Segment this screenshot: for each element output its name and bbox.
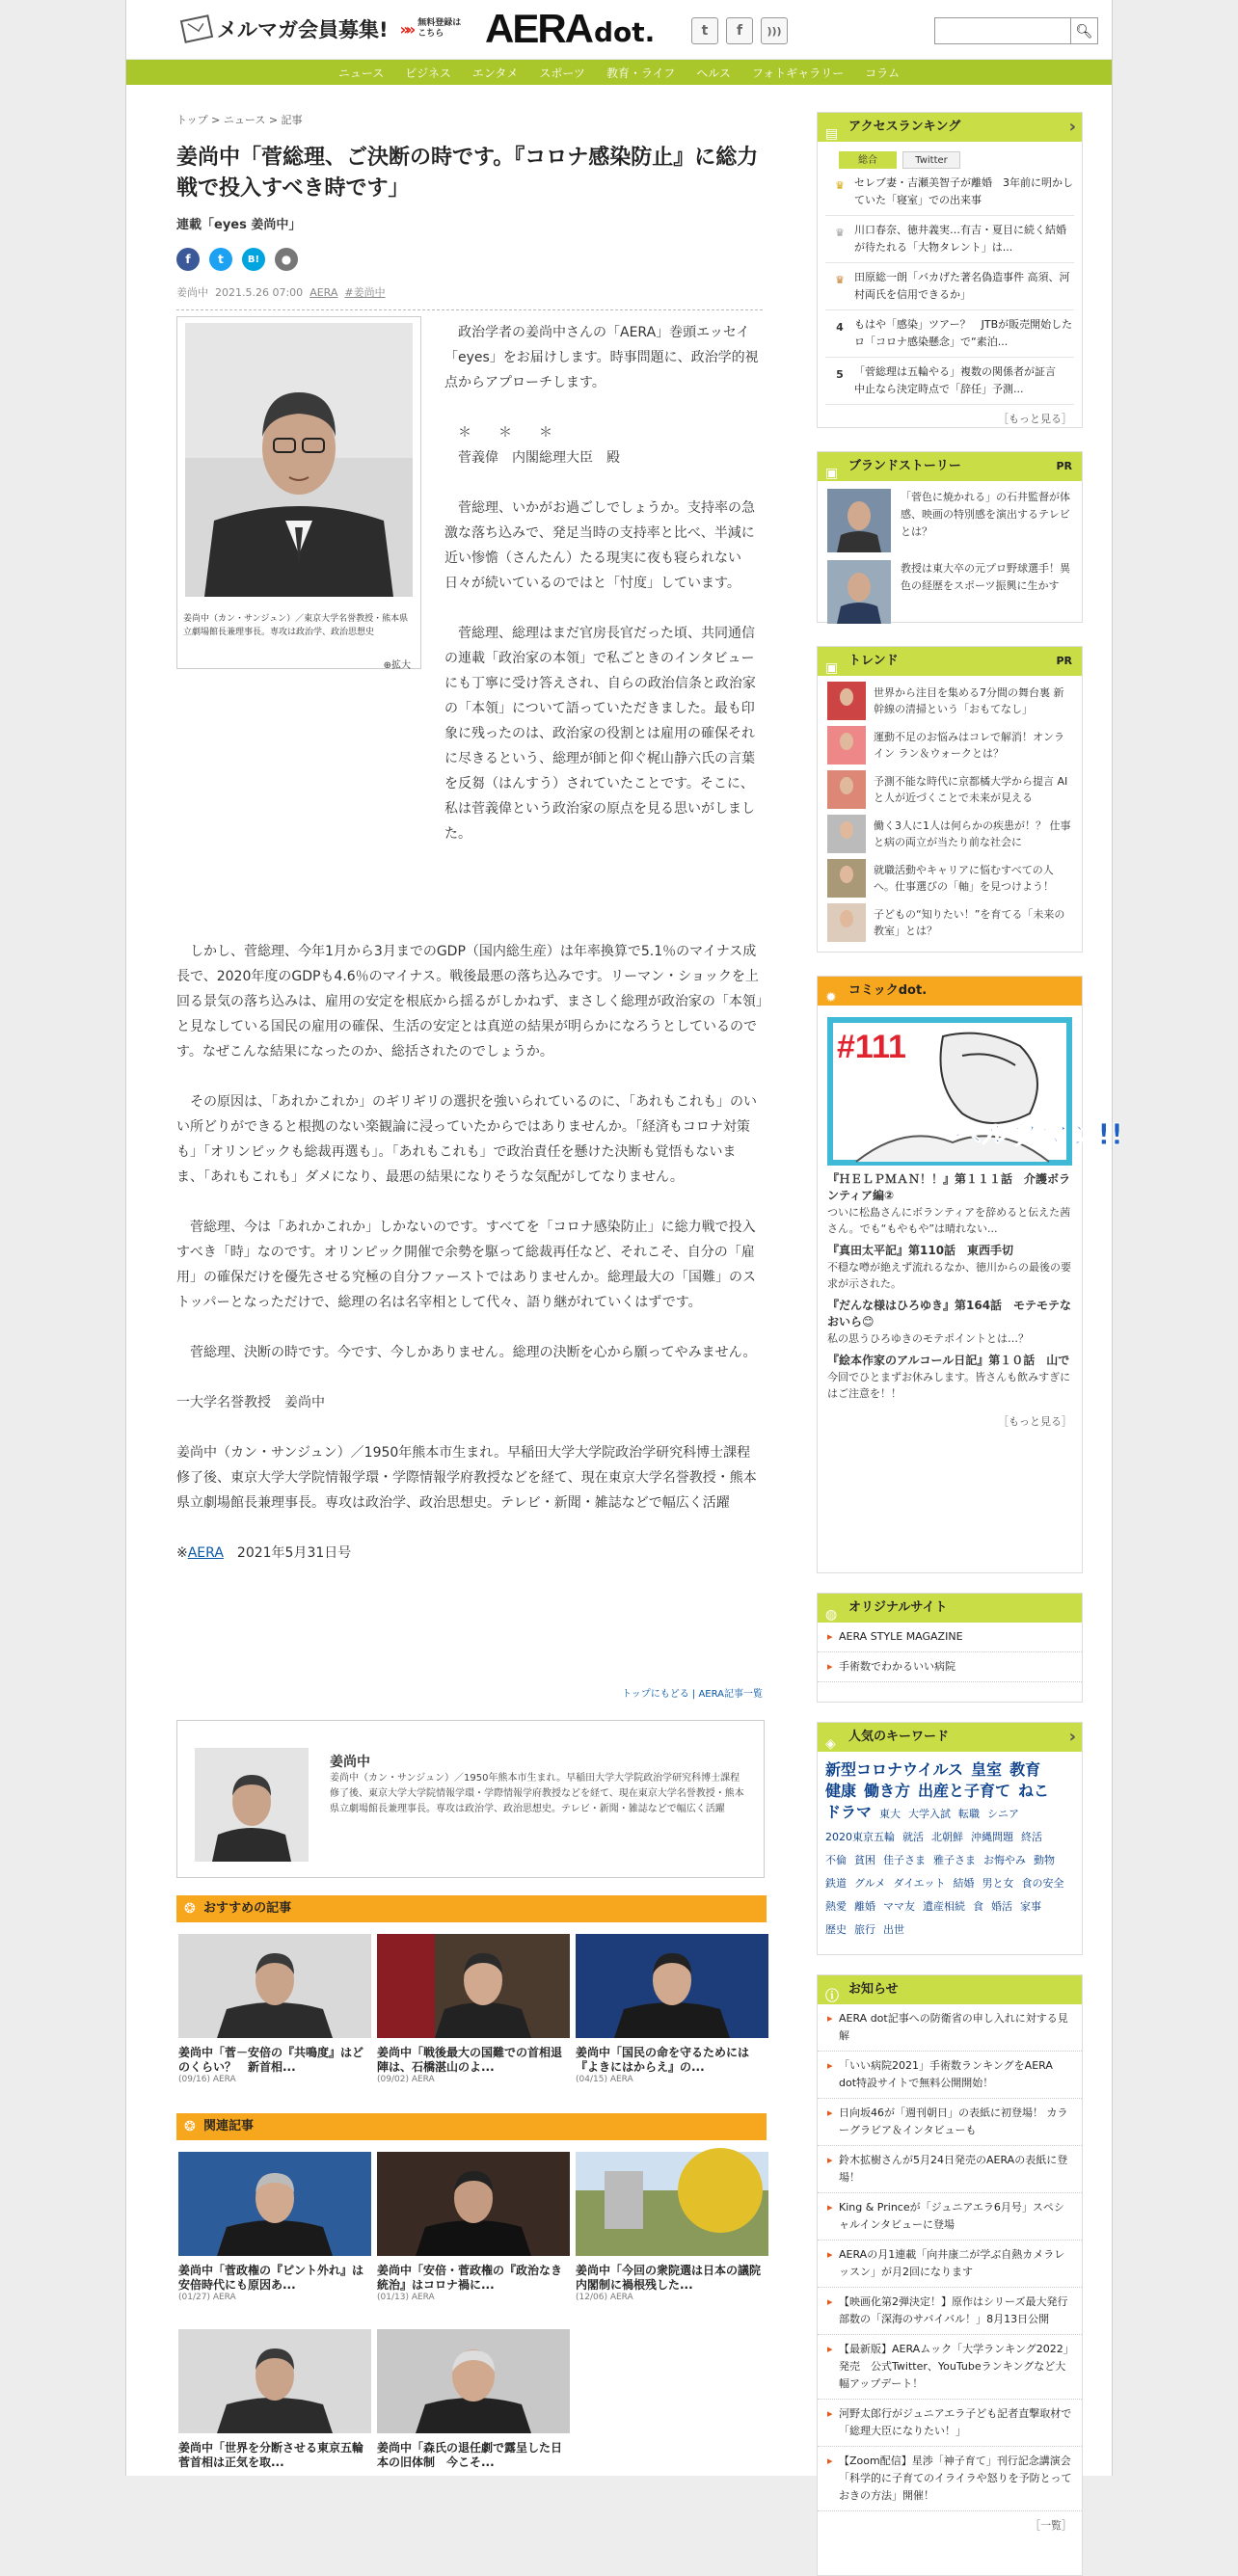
news-item[interactable]: ▸ 「いい病院2021」手術数ランキングをAERA dot特設サイトで無料公開開始！ xyxy=(818,2052,1082,2099)
keyword-link[interactable]: 健康 xyxy=(825,1782,857,1800)
trend-item[interactable]: 予測不能な時代に京都橘大学から提言 AIと人が近づくことで未来が見える xyxy=(827,770,1072,809)
ranking-more[interactable]: ［もっと見る］ xyxy=(998,413,1072,425)
brand-box xyxy=(817,451,1083,623)
nav-item[interactable]: エンタメ xyxy=(471,66,519,80)
keyword-link[interactable]: 歴史 xyxy=(825,1923,847,1936)
comment-share-icon[interactable]: ● xyxy=(275,248,298,271)
trend-thumb xyxy=(827,903,866,942)
twitter-icon[interactable]: t xyxy=(691,17,718,44)
globe-icon: ◍ xyxy=(825,1607,838,1623)
ranking-header[interactable]: ▤ アクセスランキング › xyxy=(818,113,1082,142)
logo-sub: dot. xyxy=(594,16,656,48)
trend-thumb xyxy=(827,770,866,809)
ranking-item[interactable]: ♛ セレブ妻・吉瀬美智子が離婚 3年前に明かしていた「寝室」での出来事 xyxy=(825,174,1074,216)
card-title: 姜尚中「安倍・菅政権の『政治なき統治』はコロナ禍に... xyxy=(377,2264,563,2292)
related-header: ❂ 関連記事 xyxy=(176,2113,767,2140)
divider xyxy=(176,309,763,310)
trend-item[interactable]: 運動不足のお悩みはコレで解消！オンライン ラン＆ウォークとは？ xyxy=(827,726,1072,765)
keyword-link[interactable]: 教育 xyxy=(1009,1760,1041,1779)
profile-name[interactable]: 姜尚中 xyxy=(330,1755,370,1770)
recommended-card[interactable] xyxy=(377,1934,570,2084)
brand-thumb xyxy=(827,560,891,624)
comic-item[interactable]: 『絵本作家のアルコール日記』第１０話 山で 今回でひとまずお休みします。皆さんも飲みすぎにはご注意を！！ xyxy=(827,1354,1071,1400)
news-item[interactable]: ▸ 河野太郎行がジュニアエラ子ども記者直撃取材で「総理大臣になりたい！」 xyxy=(818,2400,1082,2447)
comic-more[interactable]: ［もっと見る］ xyxy=(998,1415,1072,1428)
related-card[interactable] xyxy=(178,2329,376,2470)
original-link[interactable]: ▸ 手術数でわかるいい病院 xyxy=(818,1652,1082,1682)
brand-thumb xyxy=(827,489,891,552)
body-paragraph: しかし、菅総理、今年1月から3月までのGDP（国内総生産）は年率換算で5.1％のマイナス成長で、2020年度のGDPも4.6％のマイナス。戦後最悪の落ち込みです。リーマン・ショックを上回る景気の落ち込みは、雇用の安定を根底から揺るがしかねず、まさしく総理が政治家の「本領」と見なしている国民の雇用の確保、生活の安定とは真逆の結果が明らかになろうとしているのです。なぜこんな結果になったのか、総括されたのでしょうか。 xyxy=(176,944,763,1060)
keyword-link[interactable]: 食 xyxy=(973,1900,983,1913)
search-input[interactable] xyxy=(934,17,1071,44)
trend-thumb xyxy=(827,815,866,853)
keyword-link[interactable]: ドラマ xyxy=(825,1803,873,1821)
news-item[interactable]: ▸ 【映画化第2弾決定！】原作はシリーズ最大発行部数の「深海のサバイバル！」8月13日公開 xyxy=(818,2288,1082,2335)
comic-banner[interactable] xyxy=(827,1017,1124,1166)
lead-paragraph: 菅総理、総理はまだ官房長官だった頃、共同通信の連載「政治家の本領」で私ごときのインタビューにも丁寧に受け答えされ、自らの政治信条と政治家の「本領」について語っていただきました。最も印象に残ったのは、政治家の役割とは雇用の確保それに尽きるという、総理が師と仰ぐ梶山静六氏の言葉を反芻（はんすう）されていたことです。そこに、私は菅義偉という政治家の原点を見る思いがしました。 xyxy=(444,626,756,842)
keyword-link[interactable]: 終活 xyxy=(1021,1831,1042,1843)
keyword-link[interactable]: 不倫 xyxy=(825,1854,847,1866)
comic-item[interactable]: 『だんな様はひろゆき』第164話 モテモテなおいら😊 私の思うひろゆきのモテポイントとは…？ xyxy=(827,1299,1072,1345)
ranking-box xyxy=(817,112,1083,428)
keyword-link[interactable]: 沖縄問題 xyxy=(971,1831,1013,1843)
recommended-card[interactable] xyxy=(576,1934,768,2084)
newsletter-banner[interactable] xyxy=(182,14,461,43)
chevrons-icon: »» xyxy=(399,19,413,39)
trend-thumb xyxy=(827,859,866,898)
comic-item[interactable]: 『ＨＥＬＰＭＡＮ！！』第１１１話 介護ボランティア編② ついに松島さんにボランティアを辞めると伝えた茜さん。でも“もやもや”は晴れない... xyxy=(827,1172,1071,1235)
nav-item[interactable]: ニュース xyxy=(337,66,385,80)
nav-item[interactable]: スポーツ xyxy=(539,66,585,80)
info-icon: ⓘ xyxy=(825,1989,839,2004)
trend-item[interactable]: 世界から注目を集める7分間の舞台裏 新幹線の清掃という「おもてなし」 xyxy=(827,682,1072,720)
ranking-item[interactable]: ♛ 川口春奈、徳井義実…有吉・夏目に続く結婚が待たれる「大物タレント」は... xyxy=(825,222,1074,263)
article-photo[interactable] xyxy=(176,316,421,669)
person-icon: ▣ xyxy=(825,466,839,481)
svg-text:ヘルプマン!!: ヘルプマン!! xyxy=(953,1118,1124,1152)
related-card[interactable] xyxy=(178,2152,371,2302)
card-title: 姜尚中「戦後最大の国難での首相退陣は、石橋湛山のよ... xyxy=(377,2046,563,2074)
card-date: (04/15) AERA xyxy=(576,2075,633,2084)
brand-item[interactable]: 「菅色に焼かれる」の石井監督が体感、映画の特別感を演出するテレビとは？ xyxy=(827,489,1072,552)
search-button[interactable] xyxy=(1071,17,1098,44)
breadcrumb[interactable]: トップ > ニュース > 記事 xyxy=(176,114,303,126)
zoom-icon: ⊕ xyxy=(383,660,391,671)
site-header xyxy=(126,0,1112,60)
card-image xyxy=(178,2329,371,2433)
newsletter-label: メルマガ会員募集! xyxy=(217,18,389,41)
author-profile xyxy=(176,1720,765,1878)
keyword-link[interactable]: ねこ xyxy=(1018,1782,1050,1800)
keyword-link[interactable]: 旅行 xyxy=(854,1923,875,1936)
logo-main: AERA xyxy=(485,6,593,51)
issue-note: ※AERA 2021年5月31日号 xyxy=(176,1545,352,1561)
news-item[interactable]: ▸ AERAの月1連載「向井康二が学ぶ自熱カメラレッスン」が月2回になります xyxy=(818,2241,1082,2288)
card-date: (09/16) AERA xyxy=(178,2075,236,2084)
ranking-tabs xyxy=(839,151,1082,169)
search-icon: 🔍︎ xyxy=(1075,22,1093,39)
card-title: 姜尚中「森氏の退任劇で露呈した日本の旧体制 今こそ... xyxy=(377,2441,563,2469)
news-item[interactable]: ▸ 【Zoom配信】星渉「神子育て」刊行記念講演会「科学的に子育てのイライラや怒りを予防とっておきの方法」開催！ xyxy=(818,2447,1082,2511)
article-title: 姜尚中「菅総理、ご決断の時です。『コロナ感染防止』に総力戦で投入すべき時です」 xyxy=(176,146,759,201)
svg-text:#111: #111 xyxy=(837,1029,906,1065)
original-header: ◍ オリジナルサイト xyxy=(818,1594,1082,1623)
keywords-box xyxy=(817,1722,1083,1955)
ranking-item[interactable]: ♛ 田原総一朗「バカげた著名偽造事件 高須、河村両氏を信用できるか」 xyxy=(825,269,1074,310)
keyword-link[interactable]: 北朝鮮 xyxy=(931,1831,963,1843)
keyword-link[interactable]: 大学入試 xyxy=(908,1808,952,1820)
keyword-link[interactable]: 2020東京五輪 xyxy=(825,1831,895,1843)
nav-item[interactable]: ビジネス xyxy=(405,66,451,80)
card-image xyxy=(377,2152,570,2256)
crown-bronze-icon: ♛ xyxy=(835,273,845,286)
keyword-link[interactable]: 動物 xyxy=(1034,1854,1055,1866)
nav-item[interactable]: フォトギャラリー xyxy=(751,66,845,80)
keyword-link[interactable]: 結婚 xyxy=(953,1877,975,1890)
related-card[interactable] xyxy=(377,2152,570,2302)
original-link[interactable]: ▸ AERA STYLE MAGAZINE xyxy=(818,1623,1082,1652)
card-image xyxy=(178,2152,371,2256)
meta-author: 姜尚中 xyxy=(176,286,208,299)
brand-header: ▣ ブランドストーリー PR xyxy=(818,452,1082,481)
chevron-right-icon: › xyxy=(1068,117,1076,137)
card-image xyxy=(576,1934,768,2038)
keyword-link[interactable]: 食の安全 xyxy=(1021,1877,1064,1890)
article-body xyxy=(176,939,763,1591)
ranking-item[interactable]: 5 「菅総理は五輪やる」複数の関係者が証言 中止なら決定時点で「辞任」予測... xyxy=(825,363,1074,405)
top-links[interactable]: トップにもどる | AERA記事一覧 xyxy=(622,1689,763,1700)
news-item[interactable]: ▸ 鈴木拡樹さんが5月24日発売のAERAの表紙に登場！ xyxy=(818,2146,1082,2193)
keyword-link[interactable]: 婚活 xyxy=(991,1900,1012,1913)
author-photo xyxy=(185,323,413,597)
keyword-link[interactable]: 出世 xyxy=(883,1923,904,1936)
meta-source-link[interactable]: AERA xyxy=(310,286,338,299)
news-item[interactable]: ▸ 日向坂46が「週刊朝日」の表紙に初登場！ カラーグラビア＆インタビューも xyxy=(818,2099,1082,2146)
card-image xyxy=(377,1934,570,2038)
body-paragraph: 菅総理、今は「あれかこれか」しかないのです。すべてを「コロナ感染防止」に総力戦で投入すべき「時」なのです。オリンピック開催で余勢を駆って総裁再任など、それこそ、自分の「雇用」の確保だけを優先させる究極の自分ファーストではありませんか。総理最大の「国難」のストッパーとなっただけで、総理の名は名宰相として代々、語り継がれていくはずです。 xyxy=(176,1220,757,1310)
body-paragraph: 菅総理、決断の時です。今です、今しかありません。総理の決断を心から願ってやみません。 xyxy=(190,1345,757,1360)
news-more[interactable]: ［一覧］ xyxy=(1030,2519,1072,2532)
recommended-header: ❂ おすすめの記事 xyxy=(176,1895,767,1922)
keyword-link[interactable]: 家事 xyxy=(1020,1900,1041,1913)
global-nav xyxy=(126,60,1112,85)
keyword-link[interactable]: 就活 xyxy=(902,1831,924,1843)
rss-icon[interactable]: ))) xyxy=(761,17,788,44)
keyword-cloud xyxy=(818,1752,1082,1948)
page-wrapper xyxy=(125,0,1124,2532)
trend-thumb xyxy=(827,726,866,765)
trend-item[interactable]: 働く3人に1人は何らかの疾患が！？ 仕事と病の両立が当たり前な社会に xyxy=(827,815,1072,853)
trend-thumb xyxy=(827,682,866,720)
facebook-share-icon[interactable]: f xyxy=(176,248,200,271)
trend-item[interactable]: 就職活動やキャリアに悩むすべての人へ。仕事選びの「軸」を見つけよう！ xyxy=(827,859,1072,898)
comic-header: ✹ コミックdot. xyxy=(818,977,1082,1006)
envelope-icon xyxy=(180,14,213,43)
meta-tag-link[interactable]: #姜尚中 xyxy=(344,286,386,299)
signature: 一大学名誉教授 姜尚中 xyxy=(176,1395,325,1410)
lead-paragraph: 政治学者の姜尚中さんの「AERA」巻頭エッセイ「eyes」をお届けします。時事問題に、政治学的視点からアプローチします。 xyxy=(444,325,759,390)
keyword-link[interactable]: シニア xyxy=(987,1808,1020,1820)
lead-paragraph: 菅総理、いかがお過ごしでしょうか。支持率の急激な落ち込みで、発足当時の支持率と比べ、半減に近い惨憺（さんたん）たる現実に夜も寝られない日々が続いているのではと「忖度」しています。 xyxy=(444,500,755,591)
tag-icon: ◈ xyxy=(825,1736,836,1752)
nav-item[interactable]: コラム xyxy=(865,66,901,80)
chevron-right-icon: › xyxy=(1068,1727,1076,1747)
header-sns xyxy=(691,17,788,44)
card-date: (12/06) AERA xyxy=(576,2293,633,2302)
facebook-icon[interactable]: f xyxy=(726,17,753,44)
sun-icon: ✹ xyxy=(825,990,837,1006)
main-column xyxy=(173,104,768,2469)
keyword-link[interactable]: 転職 xyxy=(958,1808,981,1820)
keyword-link[interactable]: 熱愛 xyxy=(825,1900,847,1913)
keyword-link[interactable]: ダイエット xyxy=(893,1877,946,1890)
card-image xyxy=(178,1934,371,2038)
photo-zoom[interactable]: ⊕拡大 xyxy=(383,660,411,671)
author-avatar xyxy=(195,1748,309,1862)
card-date: (09/02) AERA xyxy=(377,2075,435,2084)
nav-item[interactable]: ヘルス xyxy=(696,66,731,80)
keyword-link[interactable]: ママ友 xyxy=(883,1900,915,1913)
card-date: (01/27) AERA xyxy=(178,2293,236,2302)
share-buttons xyxy=(176,248,768,271)
recommended-card[interactable] xyxy=(178,1934,371,2084)
profile-text: 姜尚中（カン・サンジュン）／1950年熊本市生まれ。早稲田大学大学院政治学研究科博士課程修了後、東京大学大学院情報学環・学際情報学府教授などを経て、現在東京大学名誉教授・熊本県立劇場館長兼理事長。専攻は政治学、政治思想史。テレビ・新聞・雑誌などで幅広く活躍 xyxy=(330,1773,744,1814)
article-lead xyxy=(444,320,763,872)
card-date: (01/13) AERA xyxy=(377,2293,435,2302)
card-image xyxy=(377,2329,570,2433)
keyword-link[interactable]: 男と女 xyxy=(982,1877,1014,1890)
related-card[interactable] xyxy=(576,2152,768,2302)
photo-caption: 姜尚中（カン・サンジュン）／東京大学名誉教授・熊本県立劇場館長兼理事長。専攻は政治学、政治思想史 xyxy=(183,614,409,637)
comic-box xyxy=(817,976,1124,1573)
author-bio: 姜尚中（カン・サンジュン）／1950年熊本市生まれ。早稲田大学大学院政治学研究科博士課程修了後、東京大学大学院情報学環・学際情報学府教授などを経て、現在東京大学名誉教授・熊本県立劇場館長兼理事長。専攻は政治学、政治思想史。テレビ・新聞・雑誌などで幅広く活躍 xyxy=(176,1445,757,1511)
aera-link[interactable]: AERA xyxy=(187,1545,224,1561)
keyword-link[interactable]: 東大 xyxy=(879,1808,902,1820)
keyword-link[interactable]: 鉄道 xyxy=(825,1877,847,1890)
trend-item[interactable]: 子どもの“知りたい！”を育てる「未来の教室」とは？ xyxy=(827,903,1072,942)
comic-item[interactable]: 『真田太平記』第110話 東西手切 不穏な噂が絶えず流れるなか、徳川からの最後の要求が示された。 xyxy=(827,1244,1071,1290)
bar-chart-icon: ▤ xyxy=(825,126,839,142)
keyword-link[interactable]: 出産と子育て xyxy=(918,1782,1011,1800)
trend-box xyxy=(817,646,1083,953)
search-form xyxy=(934,17,1098,44)
card-title: 姜尚中「国民の命を守るためには『よきにはからえ』の... xyxy=(576,2046,750,2074)
keyword-link[interactable]: 貧困 xyxy=(854,1854,875,1866)
body-paragraph: その原因は、「あれかこれか」のギリギリの選択を強いられているのに、「あれもこれも」のいい所どりができると根拠のない楽観論に浸っていたからではありませんか。「経済もコロナ対策も」「オリンピックも総裁再選も」。「あれもこれも」で政治責任を懸けた決断も覚悟もないまま、「あれもこれも」ダメになり、最悪の結果になりそうな気配がしてなりません。 xyxy=(176,1094,757,1185)
news-item[interactable]: ▸ AERA dot記事への防衛省の申し入れに対する見解 xyxy=(818,2004,1082,2052)
card-title: 姜尚中「今回の衆院選は日本の議院内閣制に禍根残した... xyxy=(576,2264,762,2292)
keyword-link[interactable]: 皇室 xyxy=(971,1760,1003,1779)
keywords-header[interactable]: ◈ 人気のキーワード › xyxy=(818,1723,1082,1752)
card-title: 姜尚中「菅政権の『ピント外れ』は安倍時代にも原因あ... xyxy=(178,2264,364,2292)
tab-twitter[interactable]: Twitter xyxy=(902,151,960,169)
newsletter-free-label: 無料登録は こちら xyxy=(417,18,462,39)
lead-paragraph: ＊ ＊ ＊ 菅義偉 内閣総理大臣 殿 xyxy=(457,425,620,466)
ranking-item[interactable]: 4 もはや「感染」ツアー？ JTBが販売開始したロ「コロナ感染懸念」で“素泊... xyxy=(825,316,1074,358)
hatena-share-icon[interactable]: B! xyxy=(242,248,265,271)
keyword-link[interactable]: 遺産相続 xyxy=(923,1900,965,1913)
article-meta xyxy=(176,284,768,300)
meta-date: 2021.5.26 07:00 xyxy=(215,286,304,299)
keyword-link[interactable]: 雅子さま xyxy=(933,1854,976,1866)
card-image xyxy=(576,2152,768,2256)
news-item[interactable]: ▸ King & Princeが「ジュニアエラ6月号」スペシャルインタビューに登場 xyxy=(818,2193,1082,2241)
original-box xyxy=(817,1593,1083,1703)
nav-item[interactable]: 教育・ライフ xyxy=(606,66,676,80)
keyword-link[interactable]: 離婚 xyxy=(854,1900,875,1913)
keyword-link[interactable]: グルメ xyxy=(854,1877,886,1890)
site-logo[interactable] xyxy=(485,6,655,52)
twitter-share-icon[interactable]: t xyxy=(209,248,232,271)
news-item[interactable]: ▸ 【最新版】AERAムック「大学ランキング2022」発売 公式Twitter、YouTubeランキングなど大幅アップデート！ xyxy=(818,2335,1082,2400)
crown-gold-icon: ♛ xyxy=(835,178,845,192)
card-title: 姜尚中「菅－安倍の『共鳴度』はどのくらい？ 新首相... xyxy=(178,2046,364,2074)
trend-header: ▣ トレンド PR xyxy=(818,647,1082,676)
keyword-link[interactable]: 働き方 xyxy=(864,1782,911,1800)
keyword-link[interactable]: 新型コロナウイルス xyxy=(825,1760,964,1779)
brand-item[interactable]: 教授は東大卒の元プロ野球選手！異色の経歴をスポーツ振興に生かす xyxy=(827,560,1072,624)
series-label[interactable]: 連載「eyes 姜尚中」 xyxy=(176,218,302,232)
crown-silver-icon: ♛ xyxy=(835,226,845,239)
news-box xyxy=(817,1974,1083,2576)
card-title: 姜尚中「世界を分断させる東京五輪 菅首相は正気を取... xyxy=(178,2441,376,2469)
tab-overall[interactable]: 総合 xyxy=(839,151,897,169)
keyword-link[interactable]: 佳子さま xyxy=(883,1854,926,1866)
related-card[interactable] xyxy=(377,2329,570,2470)
news-header: ⓘ お知らせ xyxy=(818,1975,1082,2004)
keyword-link[interactable]: お悔やみ xyxy=(983,1854,1026,1866)
person-icon: ▣ xyxy=(825,660,839,676)
